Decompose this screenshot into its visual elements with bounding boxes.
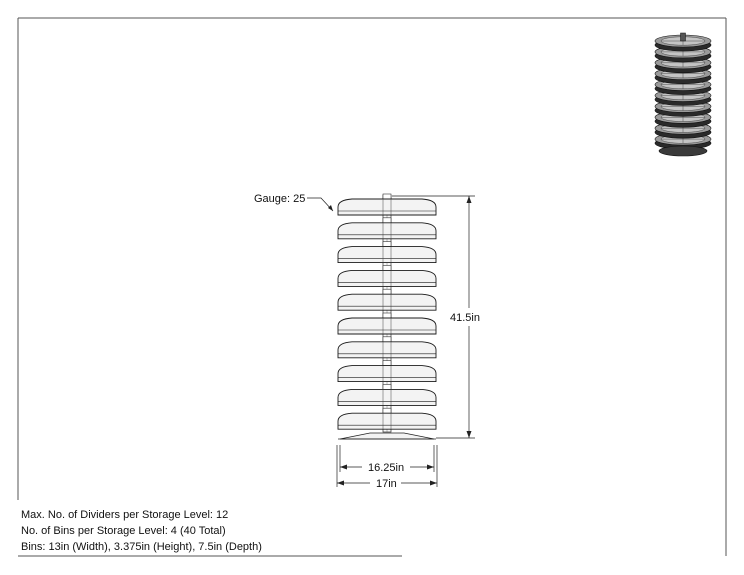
tray-level [338,408,436,429]
gauge-label: Gauge: 25 [254,193,306,205]
tray-level [338,337,436,358]
outer-width-dimension-label: 17in [376,478,397,490]
inner-width-dimension-label: 16.25in [368,462,405,474]
isometric-view [655,33,711,156]
base-stand [340,433,434,439]
tray-level [338,384,436,405]
tray-level [338,242,436,263]
note-bin-dimensions: Bins: 13in (Width), 3.375in (Height), 7.5in (Depth) [21,541,262,553]
gauge-callout [254,193,333,211]
tray-level [338,218,436,239]
tray-level [338,361,436,382]
iso-post-cap [681,33,686,41]
height-dimension-label: 41.5in [450,312,480,324]
tray-level [338,313,436,334]
tray-level [338,194,436,215]
gauge-leader-line [307,198,333,211]
note-bins-per-level: No. of Bins per Storage Level: 4 (40 Total) [21,525,226,537]
tray-level [338,265,436,286]
iso-base [659,146,707,156]
spec-notes [21,507,262,555]
sheet-frame [18,18,726,556]
width-dimensions [337,445,437,490]
front-elevation-view [338,194,436,439]
note-dividers: Max. No. of Dividers per Storage Level: 12 [21,509,229,521]
tray-level [338,289,436,310]
